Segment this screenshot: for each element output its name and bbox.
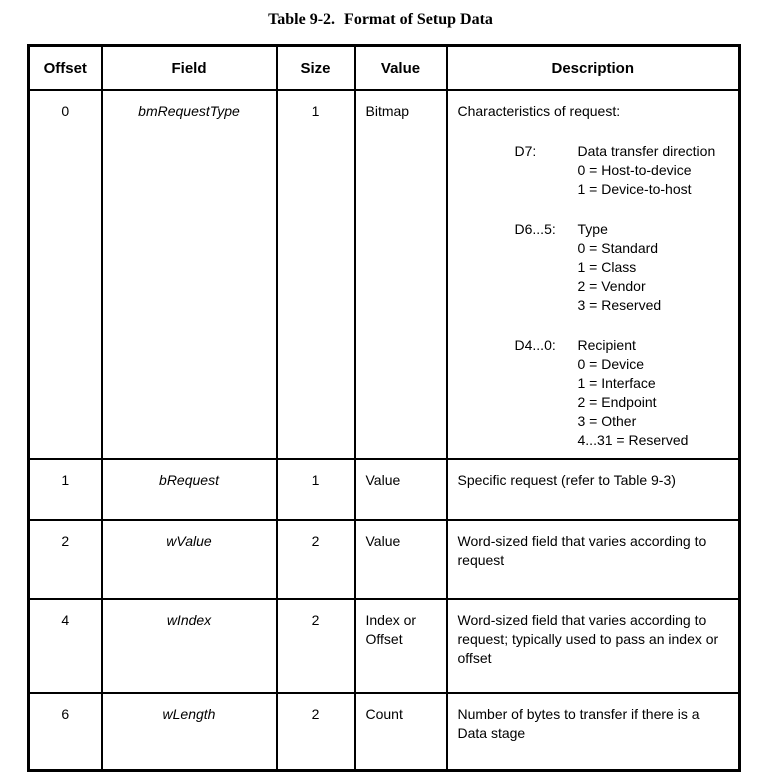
- value-cell: Index or Offset: [355, 599, 447, 693]
- value-cell: Value: [355, 459, 447, 520]
- bit-line: 4...31 = Reserved: [577, 432, 689, 448]
- table-row-bmrequesttype: [29, 90, 740, 459]
- table-row-wlength: [29, 693, 740, 771]
- table-caption: [0, 11, 761, 29]
- field-cell: bmRequestType: [102, 90, 277, 459]
- size-cell: 1: [277, 90, 355, 459]
- field-cell: wLength: [102, 693, 277, 771]
- bit-line: 1 = Class: [577, 259, 637, 275]
- header-row: [29, 46, 740, 91]
- description-intro: Characteristics of request:: [457, 103, 621, 119]
- size-cell: 2: [277, 520, 355, 599]
- column-header-description: Description: [447, 46, 740, 91]
- description-cell: Number of bytes to transfer if there is a Data stage: [447, 693, 740, 771]
- column-header-value: Value: [355, 46, 447, 91]
- offset-cell: 2: [29, 520, 102, 599]
- bit-group-lines: [578, 336, 731, 450]
- bit-line: 0 = Host-to-device: [577, 162, 692, 178]
- column-header-field: Field: [102, 46, 277, 91]
- bit-line: Data transfer direction: [577, 143, 716, 159]
- description-cell: [447, 90, 740, 459]
- field-cell: wValue: [102, 520, 277, 599]
- offset-cell: 6: [29, 693, 102, 771]
- offset-cell: 1: [29, 459, 102, 520]
- bit-line: 0 = Device: [577, 356, 645, 372]
- table-row-windex: [29, 599, 740, 693]
- bit-line: 1 = Interface: [577, 375, 656, 391]
- value-cell: Bitmap: [355, 90, 447, 459]
- bit-group-d4-0: [515, 336, 731, 450]
- table-caption-text: Format of Setup Data: [344, 11, 493, 28]
- bit-group-d6-5: [515, 220, 731, 315]
- table-row-wvalue: [29, 520, 740, 599]
- bit-group-label: D4...0:: [514, 337, 556, 353]
- bit-line: Type: [577, 221, 608, 237]
- bit-group-lines: [578, 142, 731, 199]
- column-header-size: Size: [277, 46, 355, 91]
- field-cell: bRequest: [102, 459, 277, 520]
- description-cell: Word-sized field that varies according to request: [447, 520, 740, 599]
- value-cell: Value: [355, 520, 447, 599]
- size-cell: 1: [277, 459, 355, 520]
- column-header-offset: Offset: [29, 46, 102, 91]
- table-caption-label: Table 9-2.: [268, 11, 336, 28]
- description-cell: Specific request (refer to Table 9-3): [447, 459, 740, 520]
- bit-line: 1 = Device-to-host: [577, 181, 692, 197]
- value-cell: Count: [355, 693, 447, 771]
- bit-line: 0 = Standard: [577, 240, 659, 256]
- bit-line: 3 = Other: [577, 413, 637, 429]
- bit-group-label: D6...5:: [514, 221, 556, 237]
- field-cell: wIndex: [102, 599, 277, 693]
- bit-line: 3 = Reserved: [577, 297, 662, 313]
- table-row-brequest: [29, 459, 740, 520]
- bit-group-label: D7:: [514, 143, 537, 159]
- size-cell: 2: [277, 693, 355, 771]
- setup-data-table: [27, 44, 741, 772]
- offset-cell: 0: [29, 90, 102, 459]
- bit-line: Recipient: [577, 337, 636, 353]
- bit-group-lines: [578, 220, 731, 315]
- bit-line: 2 = Vendor: [577, 278, 646, 294]
- bit-group-d7: [515, 142, 731, 199]
- size-cell: 2: [277, 599, 355, 693]
- bit-line: 2 = Endpoint: [577, 394, 657, 410]
- description-cell: Word-sized field that varies according to request; typically used to pass an index or offset: [447, 599, 740, 693]
- offset-cell: 4: [29, 599, 102, 693]
